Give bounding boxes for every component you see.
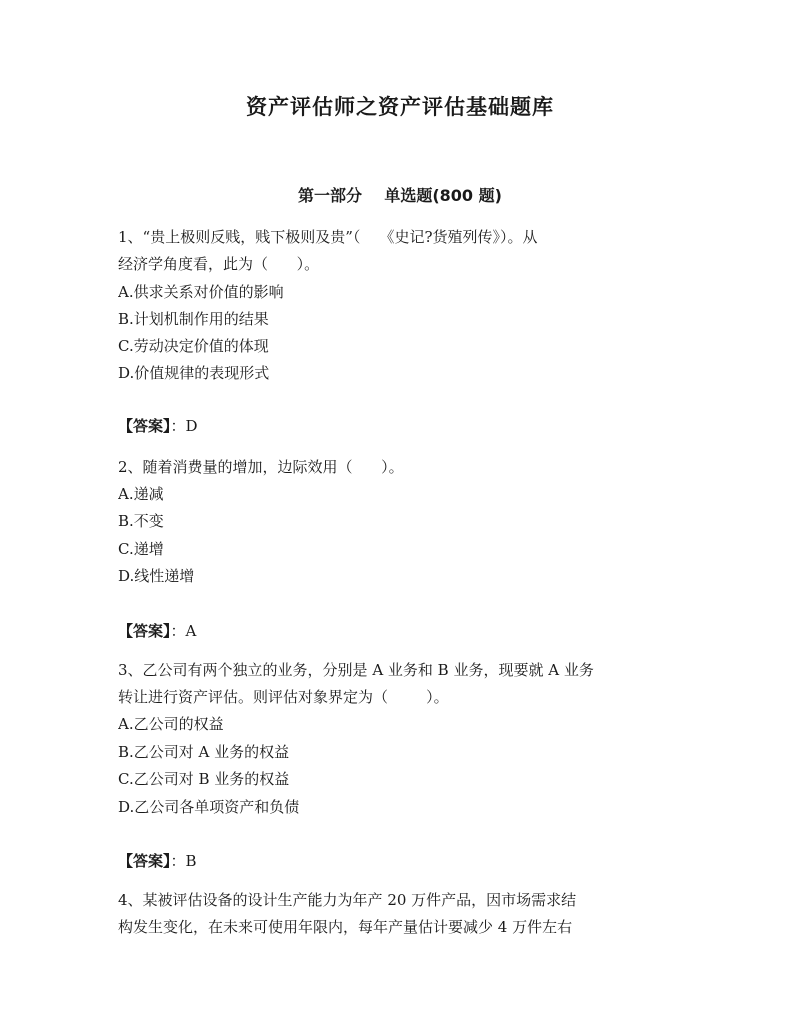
question-1-option-d: D.价值规律的表现形式 — [118, 364, 270, 382]
question-3-option-d: D.乙公司各单项资产和负债 — [118, 798, 300, 816]
question-4-stem-line-2: 构发生变化，在未来可使用年限内，每年产量估计要减少 4 万件左右 — [118, 918, 573, 936]
question-1-answer — [118, 415, 198, 437]
question-1-option-b: B.计划机制作用的结果 — [118, 310, 269, 328]
question-1-option-c: C.劳动决定价值的体现 — [118, 337, 269, 355]
question-3-stem-line-2: 转让进行资产评估。则评估对象界定为（ ）。 — [118, 688, 449, 706]
question-3-answer — [118, 850, 197, 872]
question-2-stem-line-1: 2、随着消费量的增加，边际效用（ ）。 — [118, 458, 404, 476]
question-2-answer — [118, 620, 196, 642]
question-3-option-a: A.乙公司的权益 — [118, 715, 224, 733]
answer-label: 【答案】 — [118, 417, 171, 435]
answer-value: ：A — [170, 622, 197, 640]
question-1-option-a: A.供求关系对价值的影响 — [118, 283, 284, 301]
answer-value: ：D — [170, 417, 198, 435]
document-title: 资产评估师之资产评估基础题库 — [246, 95, 554, 119]
question-3-stem-line-1: 3、乙公司有两个独立的业务，分别是 A 业务和 B 业务，现要就 A 业务 — [118, 661, 594, 679]
question-4-stem-line-1: 4、某被评估设备的设计生产能力为年产 20 万件产品，因市场需求结 — [118, 891, 577, 909]
question-2-option-d: D.线性递增 — [118, 567, 195, 585]
section-title: 第一部分 单选题(800 题) — [298, 186, 502, 205]
answer-label: 【答案】 — [118, 622, 171, 640]
answer-label: 【答案】 — [118, 852, 171, 870]
question-2-option-a: A.递减 — [118, 485, 164, 503]
question-1-stem-line-1: 1、“贵上极则反贱，贱下极则及贵”（ 《史记?货殖列传》）。从 — [118, 228, 538, 246]
question-2-option-b: B.不变 — [118, 512, 164, 530]
question-3-option-b: B.乙公司对 A 业务的权益 — [118, 743, 290, 761]
answer-value: ：B — [170, 852, 197, 870]
question-3-option-c: C.乙公司对 B 业务的权益 — [118, 770, 290, 788]
question-1-stem-line-2: 经济学角度看，此为（ ）。 — [118, 255, 320, 273]
question-2-option-c: C.递增 — [118, 540, 164, 558]
